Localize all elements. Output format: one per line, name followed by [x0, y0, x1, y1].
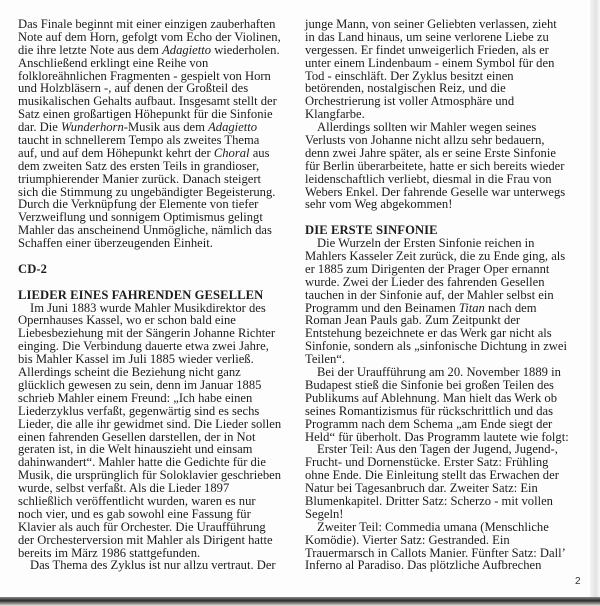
text-line	[18, 237, 288, 250]
text-segment: Natur bei Tagesanbruch dar. Zweiter Satz: Ein	[305, 481, 538, 496]
text-segment: triumphierender Manier zurück. Danach steigert	[18, 171, 262, 186]
paragraph	[305, 237, 580, 366]
text-segment: Teilen“.	[305, 352, 346, 367]
text-segment: junge Mann, von seiner Geliebten verlassen, zieht	[305, 17, 557, 31]
italic-text: Adagietto	[162, 42, 212, 57]
text-segment: Mahler das anscheinend Unmögliche, nämlich das	[18, 223, 272, 238]
text-segment: Komödie). Vierter Satz: Gestranded. Ein	[305, 532, 510, 547]
text-segment: Tod - einschläft. Der Zyklus besitzt einen	[305, 68, 514, 83]
italic-text: Wunderhorn	[61, 120, 124, 135]
text-segment: tauchen in der Sinfonie auf, der Mahler selbst ein	[305, 287, 554, 302]
paragraph	[305, 443, 580, 520]
text-segment: denn zwei Jahre später, als er seine Erste Sinfonie	[305, 145, 556, 160]
paragraph	[305, 121, 580, 211]
text-segment: Das Finale beginnt mit einer einzigen zauberhaften	[18, 17, 276, 31]
text-segment: einging. Die Verbindung dauerte etwa zwei Jahre,	[18, 339, 269, 354]
paragraph	[18, 302, 288, 560]
text-segment: wiederholen.	[211, 42, 280, 57]
text-segment: Publikums auf Ablehnung. Man hielt das Werk ob	[305, 390, 558, 405]
text-segment: er 1885 zum Dirigenten der Prager Oper ernannt	[305, 261, 550, 276]
text-segment: Note auf dem Horn, gefolgt vom Echo der Violinen,	[18, 29, 281, 44]
text-segment: schließlich veröffentlicht wurden, waren es nur	[18, 493, 256, 508]
text-segment: glücklich gewesen zu sein, denn im Januar 1885	[18, 377, 262, 392]
text-segment: Das Thema des Zyklus ist nur allzu vertraut. Der	[30, 558, 276, 573]
text-line	[305, 495, 580, 508]
text-segment: Blumenkapitel. Dritter Satz: Scherzo - mit vollen	[305, 493, 553, 508]
text-segment: die ihre letzte Note aus dem	[18, 42, 163, 57]
text-line	[305, 198, 580, 211]
text-segment: sich die Stimmung zu ungebändigter Begeisterung.	[18, 184, 276, 199]
text-segment: -Musik aus dem	[123, 120, 209, 135]
text-segment: vergessen. Er findet unweigerlich Frieden, als er	[305, 42, 549, 57]
text-segment: dar. Die	[18, 120, 62, 135]
text-segment: nach dem	[484, 300, 537, 315]
text-segment: Opernhauses Kassel, wo er schon bald eine	[18, 313, 236, 328]
text-segment: Programm und den Beinamen	[305, 300, 459, 315]
text-segment: Trauermarsch in Callots Manier. Fünfter Satz: Dall’	[305, 545, 566, 560]
text-segment: Allerdings scheint die Beziehung nicht ganz	[18, 365, 241, 380]
paragraph	[305, 521, 580, 573]
text-segment: einen fahrenden Gesellen darstellen, der in Not	[18, 429, 256, 444]
text-segment: Allerdings sollten wir Mahler wegen seines	[317, 120, 537, 135]
left-text-column	[18, 18, 288, 572]
text-segment: geraten ist, in die Welt hinauszieht und einsam	[18, 442, 253, 457]
text-segment: Die Wurzeln der Ersten Sinfonie reichen in	[317, 236, 535, 251]
text-segment: Klavier als auch für Orchester. Die Uraufführung	[18, 519, 266, 534]
italic-text: Choral	[213, 145, 250, 160]
text-segment: schrieb Mahler einem Freund: „Ich habe einen	[18, 390, 253, 405]
text-segment: unter einem Lindenbaum - einem Symbol für den	[305, 55, 555, 70]
text-segment: noch vier, und es gab sowohl eine Fassung für	[18, 506, 251, 521]
text-segment: folkloreähnlichen Fragmenten - gespielt von Horn	[18, 68, 271, 83]
text-segment: Verzweiflung und sonnigem Optimismus gelingt	[18, 210, 263, 225]
text-segment: Held“ für überholt. Das Programm lautete wie folgt:	[305, 429, 569, 444]
text-segment: Frucht- und Dornenstücke. Erster Satz: Frühling	[305, 455, 549, 470]
text-segment: musikalischen Gehalts aufbaut. Insgesamt stellt der	[18, 94, 277, 109]
text-segment: Webers Enkel. Der fahrende Geselle war unterwegs	[305, 184, 566, 199]
text-segment: für Berlin überarbeitete, hatte er sich bereits wieder	[305, 158, 565, 173]
text-segment: wurde. Zwei der Lieder des fahrenden Gesellen	[305, 274, 545, 289]
text-segment: Zweiter Teil: Commedia umana (Menschliche	[317, 519, 549, 534]
italic-text: Adagietto	[208, 120, 258, 135]
paragraph	[18, 559, 288, 572]
text-segment: Erster Teil: Aus den Tagen der Jugend, Jugend-,	[317, 442, 558, 457]
text-segment: Entstehung bezeichnete er das Werk gar nicht als	[305, 326, 552, 341]
text-segment: Lieder, die alle ihr gewidmet sind. Die Lieder sollen	[18, 416, 282, 431]
page-number: 2	[575, 576, 581, 587]
text-segment: und Holzbläsern -, auf denen der Großteil des	[18, 81, 249, 96]
text-segment: bis Mahler Kassel im Juli 1885 wieder verließ.	[18, 352, 254, 367]
text-segment: leidenschaftlich verliebt, diesmal in die Frau von	[305, 171, 552, 186]
text-segment: wurde, selbst verfaßt. Als die Lieder 1897	[18, 481, 230, 496]
page-bottom-edge	[0, 597, 600, 606]
text-segment: Mahlers Kasseler Zeit zurück, die zu Ende ging, als	[305, 249, 566, 264]
text-segment: Inferno al Paradiso. Das plötzliche Aufbrechen	[305, 558, 542, 573]
paragraph	[305, 366, 580, 443]
text-segment: Satz einen großartigen Höhepunkt für die Sinfonie	[18, 107, 273, 122]
text-segment: Liebesbeziehung mit der Sängerin Johanne Richter	[18, 326, 276, 341]
text-line	[305, 559, 580, 572]
text-segment: Roman Jean Pauls gab. Zum Zeitpunkt der	[305, 313, 521, 328]
text-segment: Orchestrierung ist voller Atmosphäre und	[305, 94, 515, 109]
spacer	[18, 276, 288, 289]
section-heading: DIE ERSTE SINFONIE	[305, 223, 438, 238]
text-segment: Verlusts von Johanne nicht allzu sehr bedauern,	[305, 133, 545, 148]
section-heading: CD-2	[18, 261, 48, 276]
text-segment: Anschließend erklingt eine Reihe von	[18, 55, 209, 70]
spacer	[18, 250, 288, 263]
paragraph	[305, 18, 580, 121]
section-heading: LIEDER EINES FAHRENDEN GESELLEN	[18, 287, 264, 302]
text-segment: Segeln!	[305, 506, 344, 521]
text-segment: in das Land hinaus, um seine verlorene Liebe zu	[305, 29, 549, 44]
page-edge-shadow	[590, 0, 600, 597]
text-segment: Musik, die ursprünglich für Soloklavier geschrieben	[18, 468, 282, 483]
text-segment: aus	[249, 145, 270, 160]
italic-text: Titan	[458, 300, 485, 315]
text-segment: dahinwandert“. Mahler hatte die Gedichte für die	[18, 455, 266, 470]
text-segment: ohne Ende. Die Einleitung stellt das Erwachen der	[305, 468, 559, 483]
text-segment: Liederzyklus verfaßt, gegenwärtig sind es sechs	[18, 403, 260, 418]
text-segment: der Orchesterversion mit Mahler als Dirigent hatte	[18, 532, 273, 547]
paragraph	[18, 18, 288, 250]
text-segment: bereits im März 1986 stattgefunden.	[18, 545, 201, 560]
text-segment: Programm nach dem Schema „am Ende siegt der	[305, 416, 553, 431]
right-text-column	[305, 18, 580, 572]
text-segment: dem zweiten Satz des ersten Teils in grandioser,	[18, 158, 260, 173]
text-segment: Budapest stieß die Sinfonie bei großen Teilen des	[305, 377, 554, 392]
text-segment: betörenden, nostalgischen Reiz, und die	[305, 81, 506, 96]
text-line	[305, 340, 580, 353]
text-segment: seines Romantizismus für rückschrittlich und das	[305, 403, 553, 418]
text-segment: taucht in schnellerem Tempo als zweites Thema	[18, 133, 260, 148]
text-segment: Durch die Verknüpfung der Elemente von tiefer	[18, 197, 259, 212]
text-segment: Klangfarbe.	[305, 107, 365, 122]
text-segment: auf, und auf dem Höhepunkt kehrt der	[18, 145, 214, 160]
text-line	[18, 559, 288, 572]
text-segment: Sinfonie, sondern als „sinfonische Dichtung in zwei	[305, 339, 567, 354]
text-segment: Im Juni 1883 wurde Mahler Musikdirektor des	[30, 300, 266, 315]
text-segment: Schaffen einer überzeugenden Einheit.	[18, 236, 213, 251]
text-segment: Bei der Uraufführung am 20. November 1889 in	[317, 365, 561, 380]
text-segment: sehr vom Weg abgekommen!	[305, 197, 453, 212]
